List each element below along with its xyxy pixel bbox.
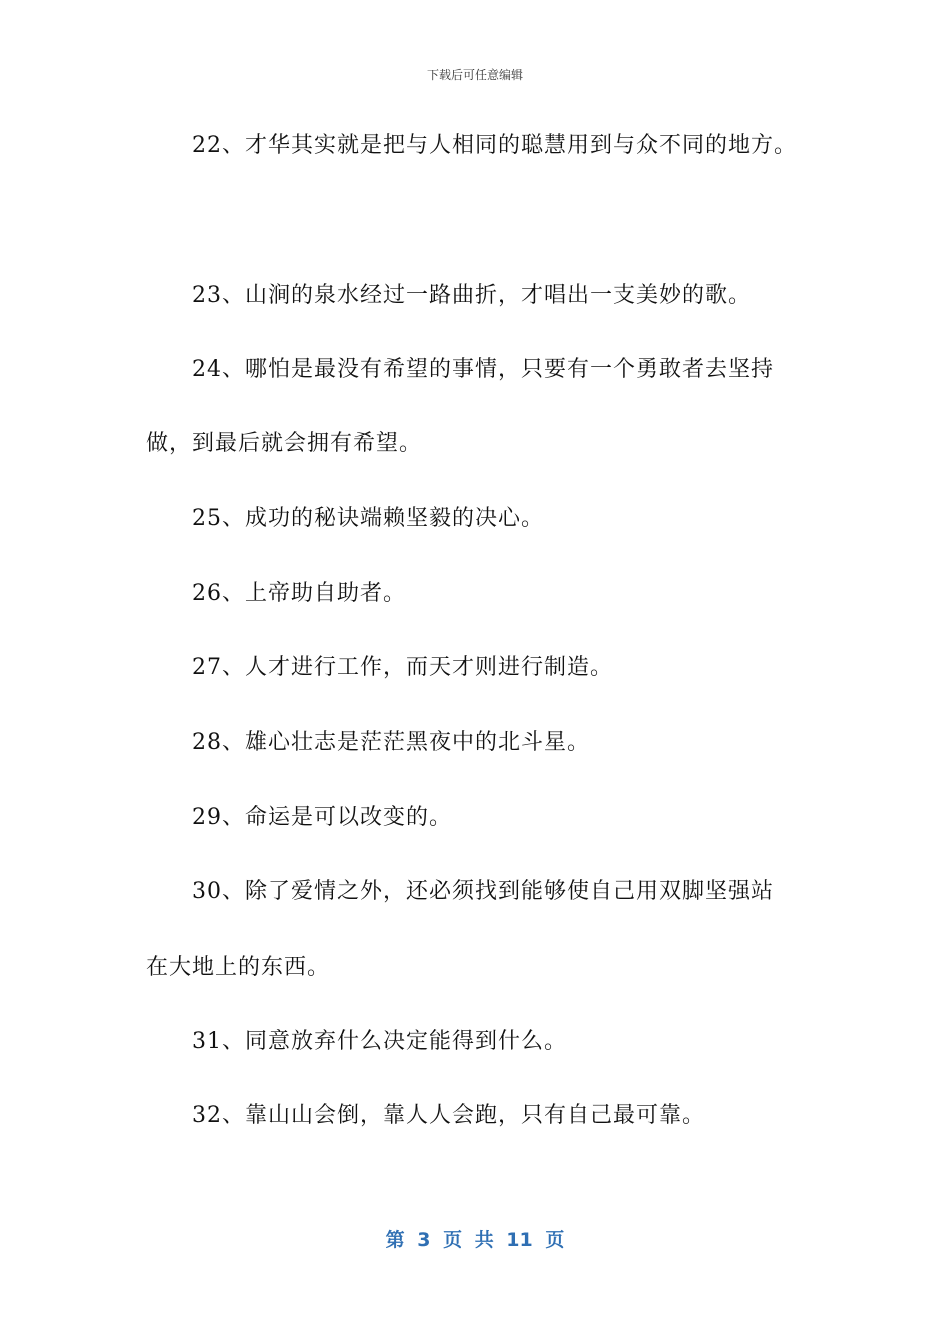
quote-line-continued: 做，到最后就会拥有希望。 [146,431,423,456]
quote-line: 23、山涧的泉水经过一路曲折，才唱出一支美妙的歌。 [192,283,751,308]
quote-line: 25、成功的秘诀端赖坚毅的决心。 [192,506,544,531]
quote-line: 30、除了爱情之外，还必须找到能够使自己用双脚坚强站 [192,879,774,904]
page-number-footer: 第 3 页 共 11 页 [385,1229,565,1251]
page-header: 下载后可任意编辑 [426,68,523,82]
quote-line: 22、才华其实就是把与人相同的聪慧用到与众不同的地方。 [192,133,797,158]
quote-line-continued: 在大地上的东西。 [146,955,331,980]
quote-line: 27、人才进行工作，而天才则进行制造。 [192,655,613,680]
quote-line: 32、靠山山会倒，靠人人会跑，只有自己最可靠。 [192,1103,705,1128]
quote-line: 28、雄心壮志是茫茫黑夜中的北斗星。 [192,730,590,755]
quote-line: 26、上帝助自助者。 [192,581,406,606]
quote-line: 31、同意放弃什么决定能得到什么。 [192,1029,567,1054]
quote-line: 24、哪怕是最没有希望的事情，只要有一个勇敢者去坚持 [192,357,774,382]
quote-line: 29、命运是可以改变的。 [192,805,452,830]
